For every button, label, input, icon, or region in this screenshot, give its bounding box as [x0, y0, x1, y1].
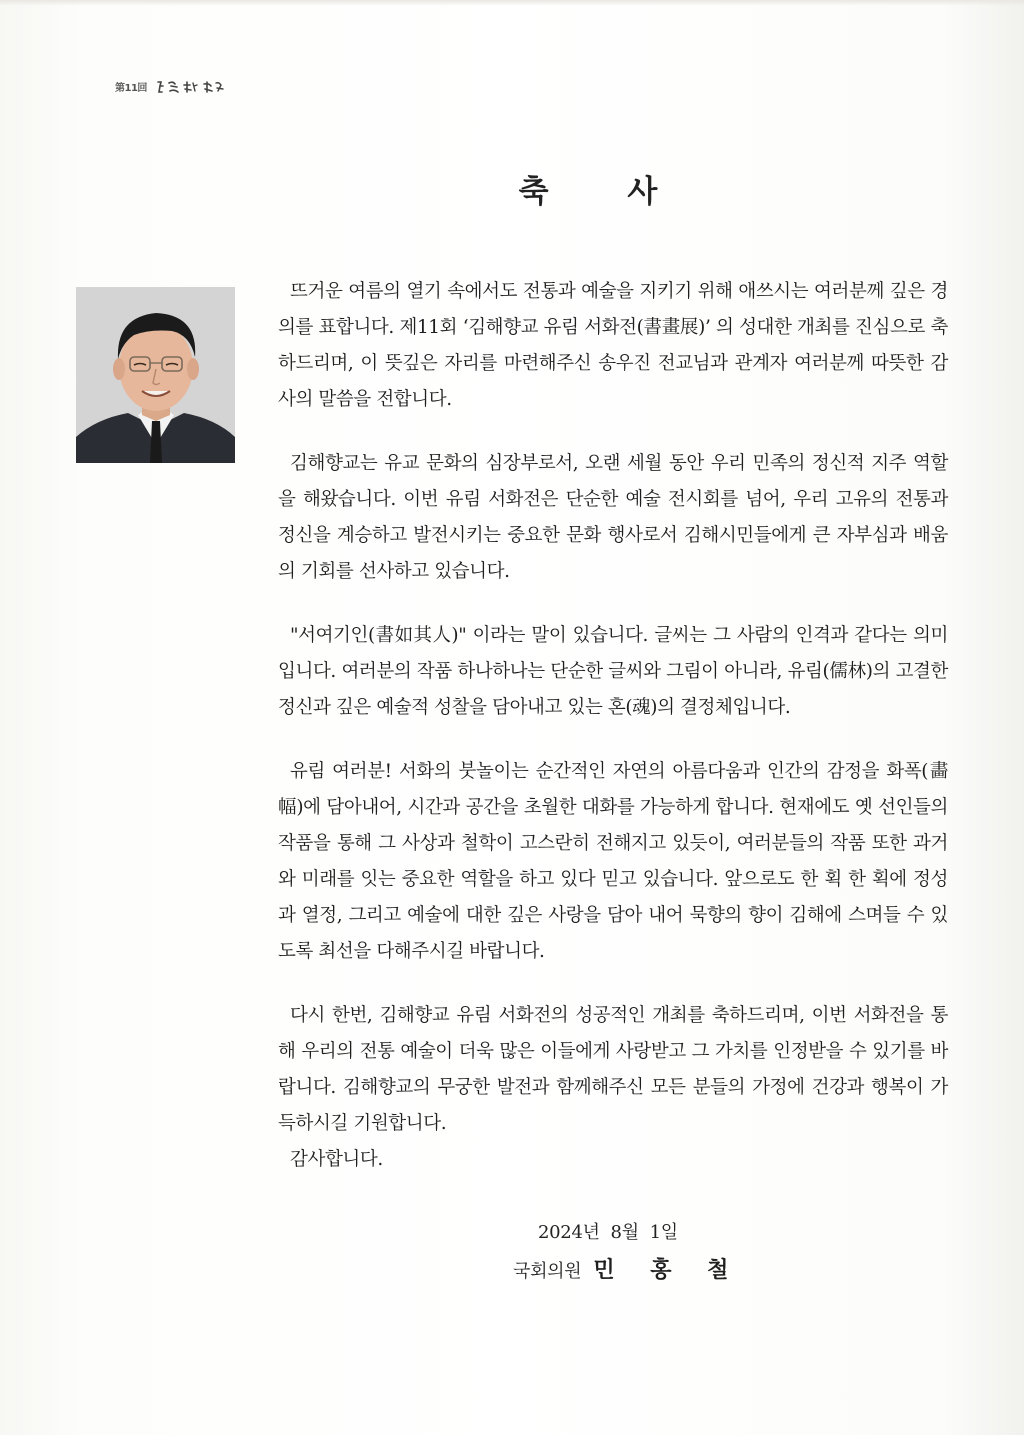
paragraph: 김해향교는 유교 문화의 심장부로서, 오랜 세월 동안 우리 민족의 정신적 지주 역할을 해왔습니다. 이번 유림 서화전은 단순한 예술 전시회를 넘어, 우리 고유의 전통과 정신을 계승하고 발전시키는 중요한 문화 행사로서 김해시민들에게 큰 자부심과 배움의 기회를 선사하고 있습니다. [278, 453, 948, 582]
page-title: 축 사 [518, 174, 692, 210]
portrait-figure-icon [76, 287, 235, 463]
header-issue: 第11回 [115, 83, 147, 94]
message-body [278, 274, 948, 1178]
paragraph: 다시 한번, 김해향교 유림 서화전의 성공적인 개최를 축하드리며, 이번 서화전을 통해 우리의 전통 예술이 더욱 많은 이들에게 사랑받고 그 가치를 인정받을 수 있기를 바랍니다. 김해향교의 무궁한 발전과 함께해주신 모든 분들의 가정에 건강과 행복이 가득하시길 기원합니다. [278, 1005, 948, 1134]
date-line: 2024년 8월 1일 [538, 1222, 678, 1243]
signature-block [513, 1253, 742, 1284]
calligraphy-logo-icon [155, 80, 227, 94]
closing-line: 감사합니다. [290, 1149, 383, 1170]
signer-name: 민 홍 철 [593, 1258, 743, 1283]
portrait-photo [76, 287, 235, 463]
paragraph: 뜨거운 여름의 열기 속에서도 전통과 예술을 지키기 위해 애쓰시는 여러분께 깊은 경의를 표합니다. 제11회 ‘김해향교 유림 서화전(書畫展)’ 의 성대한 개최를 진심으로 축하드리며, 이 뜻깊은 자리를 마련해주신 송우진 전교님과 관계자 여러분께 따뜻한 감사의 말씀을 전합니다. [278, 281, 948, 410]
top-shadow [0, 0, 1024, 6]
signer-title: 국회의원 [513, 1261, 582, 1282]
paragraph: 유림 여러분! 서화의 붓놀이는 순간적인 자연의 아름다움과 인간의 감정을 화폭(畵幅)에 담아내어, 시간과 공간을 초월한 대화를 가능하게 합니다. 현재에도 옛 선인들의 작품을 통해 그 사상과 철학이 고스란히 전해지고 있듯이, 여러분들의 작품 또한 과거와 미래를 잇는 중요한 역할을 하고 있다 믿고 있습니다. 앞으로도 한 획 한 획에 정성과 열정, 그리고 예술에 대한 깊은 사랑을 담아 내어 묵향의 향이 김해에 스며들 수 있도록 최선을 다해주시길 바랍니다. [278, 761, 948, 962]
header-mark [115, 79, 227, 94]
paragraph: "서여기인(書如其人)" 이라는 말이 있습니다. 글씨는 그 사람의 인격과 같다는 의미입니다. 여러분의 작품 하나하나는 단순한 글씨와 그림이 아니라, 유림(儒林)의 고결한 정신과 깊은 예술적 성찰을 담아내고 있는 혼(魂)의 결정체입니다. [278, 625, 948, 718]
